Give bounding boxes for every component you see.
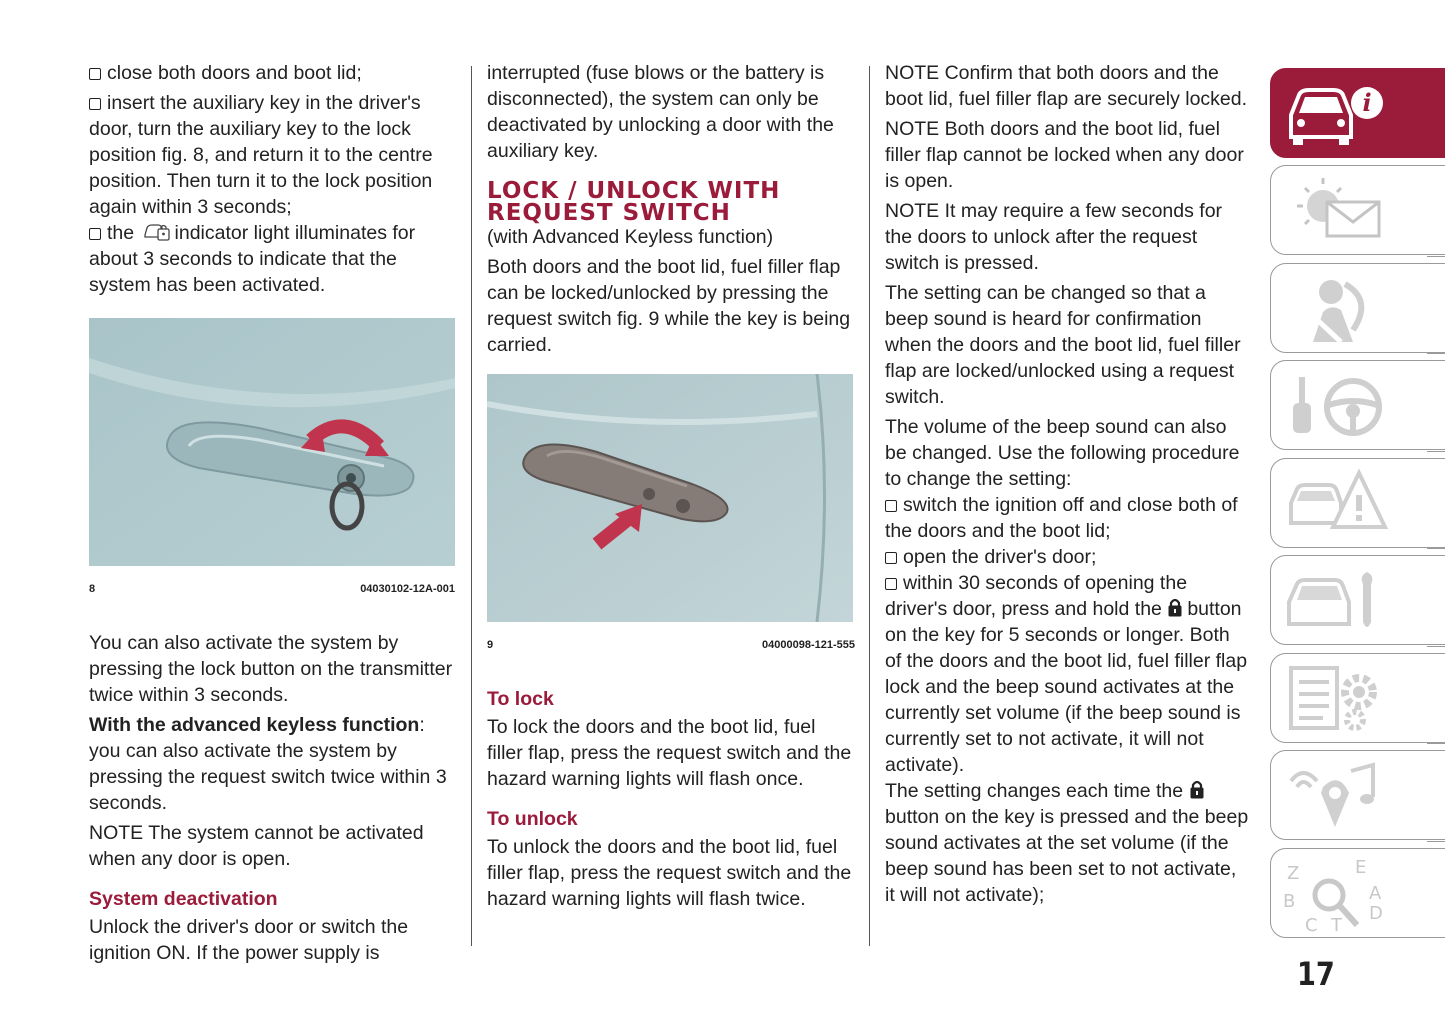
figure-8-image [89,318,455,566]
list-item: open the driver's door; [885,544,1250,570]
figure-caption: 9 04000098-121-555 [487,639,855,651]
tab-emergency[interactable] [1270,458,1445,548]
svg-text:E: E [1355,857,1367,878]
door-handle-aux-key-illustration [89,318,455,566]
section-heading: To lock [487,688,554,710]
paragraph: interrupted (fuse blows or the battery is disconnected), the system can only be deactivated by unlocking a door with the auxiliary key. [487,62,834,162]
note: NOTE Both doors and the boot lid, fuel filler flap cannot be locked when any door is open. [885,118,1244,192]
svg-text:Z: Z [1287,863,1300,884]
checkbox-bullet-icon [89,68,101,80]
tab-warning-lights[interactable] [1270,165,1445,255]
tab-edge-mark [1427,256,1445,257]
paragraph: The setting can be changed so that a beep sound is heard for confirmation when the doors and the boot lid, fuel filler flap are locked/unlocked using a request switch. [885,282,1241,408]
tab-safety[interactable] [1270,263,1445,353]
list-item: within 30 seconds of opening the driver's door, press and hold the button on the key for 5 seconds or longer. Both of the doors and the boot lid, fuel filler flap lock and the beep sound activates at the currently set volume (if the beep sound is currently set to not activate, it will not activate). [885,572,1248,776]
list-item: insert the auxiliary key in the driver's door, turn the auxiliary key to the lock position fig. 8, and return it to the centre position. Then turn it to the lock position again within 3 seconds; [89,92,433,218]
paragraph: The volume of the beep sound can also be changed. Use the following procedure to change the setting: [885,416,1240,490]
specs-gear-icon [1283,660,1393,738]
lock-icon [1189,779,1205,799]
key-steering-wheel-icon [1283,367,1393,445]
tab-edge-mark [1427,646,1445,647]
list-item: switch the ignition off and close both of the doors and the boot lid; [885,494,1238,542]
paragraph: The setting changes each time the button on the key is pressed and the beep sound activates at the set volume (if the beep sound has been set to not activate, it will not activate); [885,780,1249,906]
checkbox-bullet-icon [89,98,101,110]
paragraph: Both doors and the boot lid, fuel filler flap can be locked/unlocked by pressing the request switch fig. 9 while the key is being carried. [487,256,851,356]
note: NOTE The system cannot be activated when any door is open. [89,822,424,870]
tab-edge-mark [1427,743,1445,744]
door-handle-request-switch-illustration [487,374,853,622]
checkbox-bullet-icon [89,228,101,240]
section-heading: LOCK / UNLOCK WITH REQUEST SWITCH [487,178,781,226]
checkbox-bullet-icon [885,578,897,590]
figure-9-image [487,374,853,622]
figure-caption: 8 04030102-12A-001 [89,583,455,595]
section-heading: To unlock [487,808,578,830]
checkbox-bullet-icon [885,500,897,512]
multimedia-note-icon [1283,757,1393,835]
svg-text:i: i [1362,88,1372,117]
warning-lights-message-icon [1283,172,1393,250]
list-item: the indicator light illuminates for about 3 seconds to indicate that the system has been activated. [89,222,416,296]
tab-edge-mark [1427,353,1445,354]
tab-edge-mark [1427,841,1445,842]
paragraph: To unlock the doors and the boot lid, fuel filler flap, press the request switch and the hazard warning lights will flash twice. [487,836,852,910]
svg-text:T: T [1331,915,1342,933]
paragraph: To lock the doors and the boot lid, fuel filler flap, press the request switch and the hazard warning lights will flash once. [487,716,852,790]
airbag-person-icon [1283,270,1393,348]
svg-text:A: A [1369,883,1382,904]
note: NOTE Confirm that both doors and the boot lid, fuel filler flap are securely locked. [885,62,1248,110]
tab-technical-data[interactable] [1270,653,1445,743]
section-subheading: (with Advanced Keyless function) [487,226,774,248]
column-2 [487,60,855,916]
column-1 [89,60,455,970]
tab-car-info[interactable] [1270,68,1445,158]
column-divider [471,66,472,946]
car-crash-warning-icon [1283,465,1393,543]
paragraph: You can also activate the system by pressing the lock button on the transmitter twice within 3 seconds. [89,632,453,706]
svg-text:D: D [1369,903,1383,924]
svg-text:C: C [1305,915,1318,933]
column-divider [869,66,870,946]
page-number: 17 [1297,955,1335,993]
car-info-icon [1283,75,1393,153]
paragraph: With the advanced keyless function: you can also activate the system by pressing the request switch twice within 3 seconds. [89,714,447,814]
tab-edge-mark [1427,451,1445,452]
note: NOTE It may require a few seconds for the doors to unlock after the request switch is pressed. [885,200,1223,274]
tab-maintenance[interactable] [1270,555,1445,645]
tab-edge-mark [1427,548,1445,549]
svg-text:B: B [1283,891,1296,912]
checkbox-bullet-icon [885,552,897,564]
car-maintenance-wrench-icon [1283,562,1393,640]
list-item: close both doors and boot lid; [89,60,455,86]
tab-starting-driving[interactable] [1270,360,1445,450]
security-car-indicator-icon [142,220,172,242]
column-3 [885,60,1250,912]
section-heading: System deactivation [89,888,278,910]
paragraph: Unlock the driver's door or switch the ignition ON. If the power supply is [89,916,409,964]
index-alphabet-search-icon [1283,855,1393,933]
lock-icon [1167,597,1183,617]
tab-multimedia[interactable] [1270,750,1445,840]
tab-index[interactable] [1270,848,1445,938]
